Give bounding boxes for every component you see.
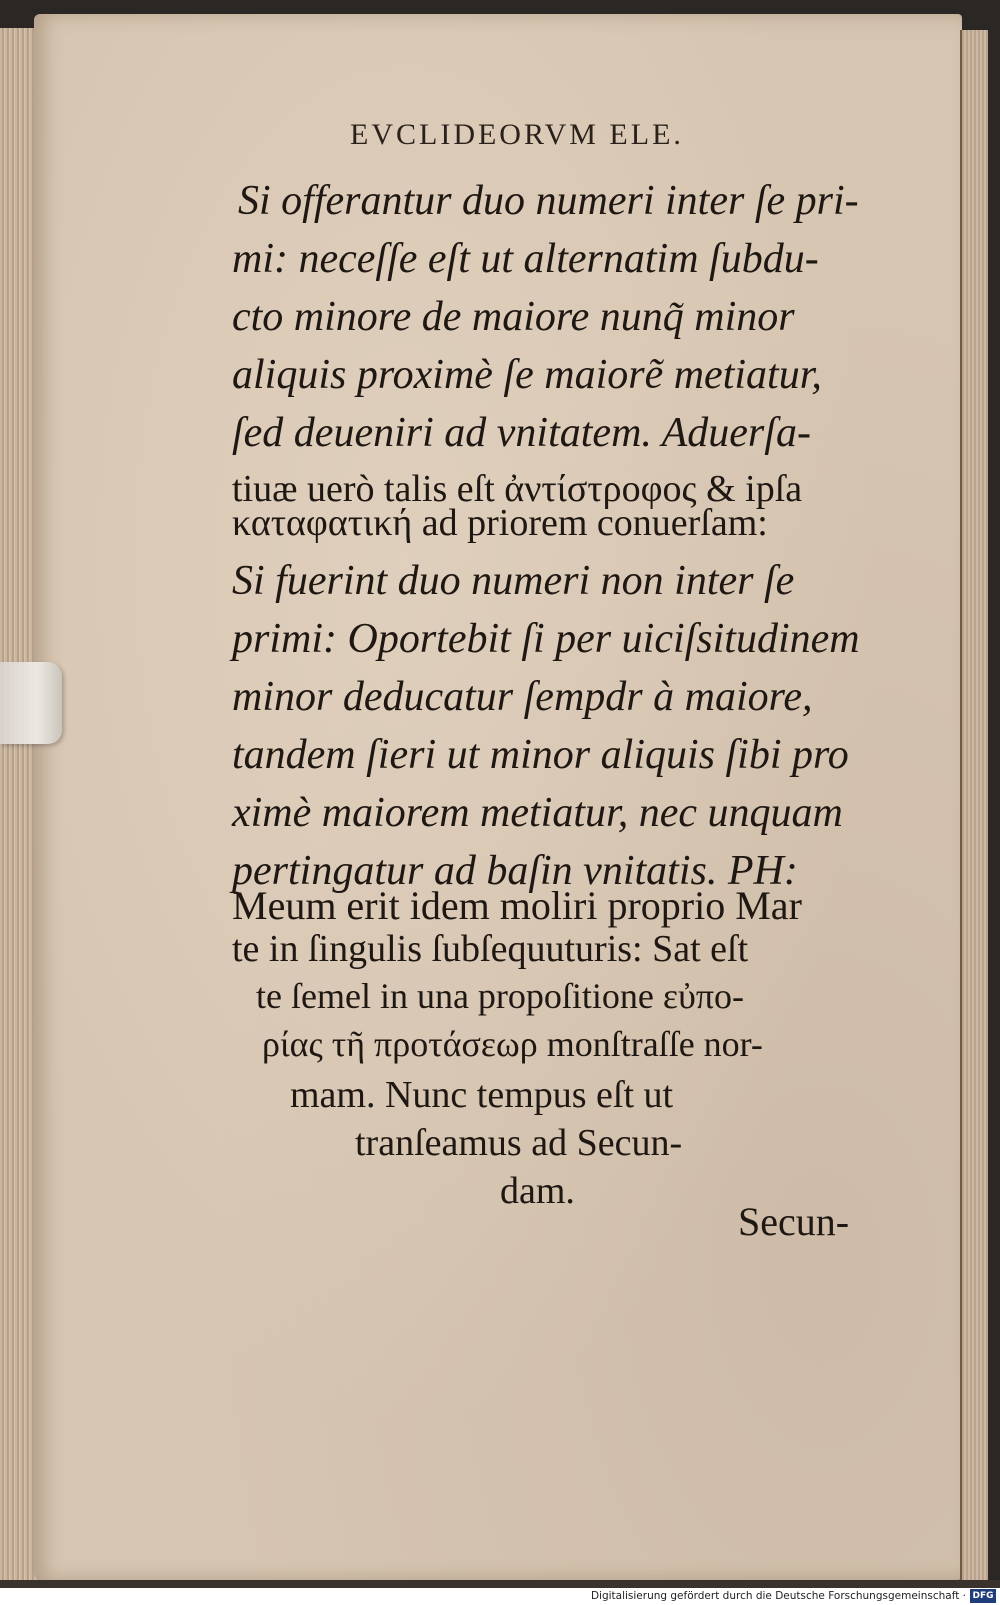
page-marker-tab (0, 662, 62, 744)
text-line-9: primi: Oportebit ſi per uiciſsitudinem (232, 616, 860, 662)
text-line-6: tiuæ uerò talis eſt ἀντίστροφος & ipſa (232, 468, 803, 510)
right-page-edges (960, 30, 988, 1585)
text-line-14: Meum erit idem moliri proprio Mar (232, 883, 802, 928)
text-line-19: tranſeamus ad Secun- (355, 1122, 683, 1164)
funding-credit: Digitalisierung gefördert durch die Deutsche Forschungsgemeinschaft · (590, 1590, 966, 1602)
text-line-11: tandem ſieri ut minor aliquis ſibi pro (232, 732, 849, 778)
text-line-15: te in ſingulis ſubſequuturis: Sat eſt (232, 928, 749, 970)
running-head: EVCLIDEORVM ELE. (350, 118, 684, 151)
text-line-18: mam. Nunc tempus eſt ut (290, 1074, 674, 1116)
text-line-12: ximè maiorem metiatur, nec unquam (232, 790, 843, 836)
text-line-16: te ſemel in una propoſitione εὐπο- (256, 976, 745, 1016)
text-line-17: ρίας τῆ προτάσεωρ monſtraſſe nor- (262, 1024, 763, 1064)
text-line-1: Si offerantur duo numeri inter ſe pri- (238, 178, 859, 224)
text-line-20: dam. (500, 1170, 575, 1212)
text-line-13: pertingatur ad baſin vnitatis. PH: (232, 848, 798, 894)
text-line-2: mi: neceſſe eſt ut alternatim ſubdu- (232, 236, 819, 282)
text-line-8: Si fuerint duo numeri non inter ſe (232, 558, 795, 604)
dfg-logo: DFG (970, 1589, 996, 1603)
text-line-3: cto minore de maiore nunq̃ minor (232, 294, 795, 340)
text-line-10: minor deducatur ſempdr à maiore, (232, 674, 813, 720)
text-line-4: aliquis proximè ſe maiorẽ metiatur, (232, 352, 822, 398)
text-line-7: καταφατική ad priorem conuerſam: (232, 502, 768, 544)
catchword: Secun- (738, 1199, 850, 1244)
text-line-5: ſed deueniri ad vnitatem. Aduerſa- (232, 410, 811, 456)
